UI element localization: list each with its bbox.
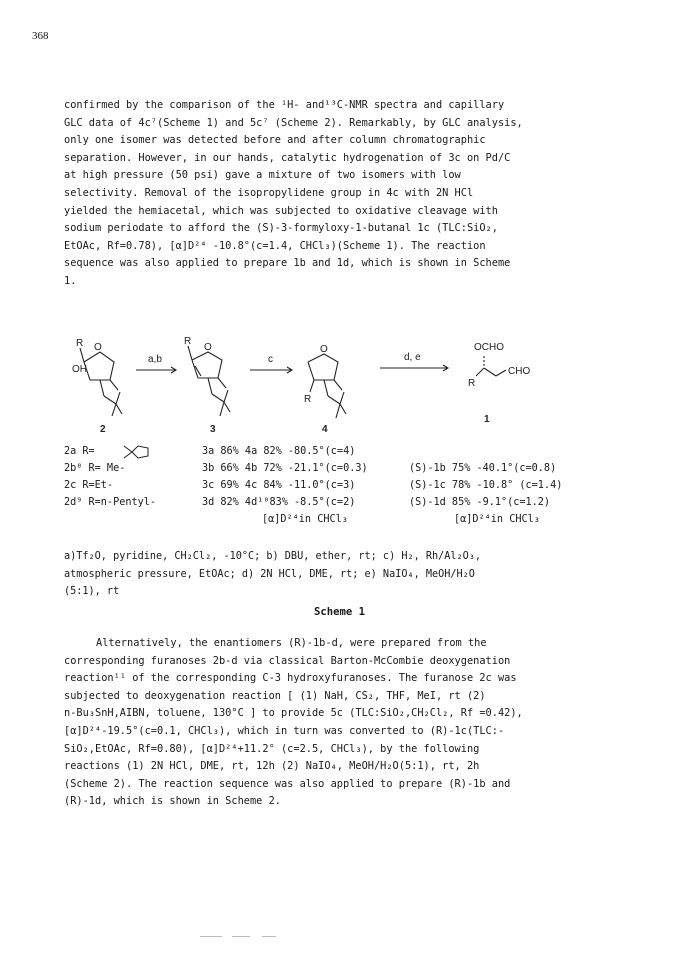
rotation-note: [α]D²⁴in CHCl₃ — [454, 514, 540, 525]
arrow-ab — [136, 354, 176, 373]
arrow-c — [250, 354, 292, 373]
text-line: at high pressure (50 psi) gave a mixture of two isomers with low — [64, 169, 461, 182]
text-line: (5:1), rt — [64, 586, 120, 598]
text-line: separation. However, in our hands, catalytic hydrogenation of 3c on Pd/C — [64, 151, 511, 164]
table-cell: 3a 86% 4a 82% -80.5°(c=4) — [202, 446, 356, 457]
text-line: n-Bu₃SnH,AIBN, toluene, 130°C ] to provide 5c (TLC:SiO₂,CH₂Cl₂, Rf =0.42), — [64, 707, 523, 720]
atom-o: O — [320, 344, 328, 355]
text-line: confirmed by the comparison of the ¹H- and¹³C-NMR spectra and capillary — [64, 99, 505, 111]
table-cell: (S)-1d 85% -9.1°(c=1.2) — [409, 497, 551, 508]
table-cell: (S)-1b 75% -40.1°(c=0.8) — [409, 463, 557, 474]
table-cell: 3d 82% 4d¹⁰83% -8.5°(c=2) — [202, 497, 356, 508]
text-line: subjected to deoxygenation reaction [ (1) NaH, CS₂, THF, MeI, rt (2) — [64, 689, 486, 702]
text-line: atmospheric pressure, EtOAc; d) 2N HCl, DME, rt; e) NaIO₄, MeOH/H₂O — [64, 568, 475, 580]
table-cell: 2b⁸ R= Me- — [64, 463, 126, 474]
text-line: sequence was also applied to prepare 1b and 1d, which is shown in Scheme — [64, 257, 511, 270]
compound-label-3: 3 — [210, 424, 216, 435]
scan-artifact — [232, 936, 250, 937]
isopropylidene-ring-icon — [122, 442, 156, 460]
atom-r: R — [468, 378, 476, 389]
text-line: 1. — [64, 274, 77, 287]
paragraph-1 — [64, 97, 617, 291]
scheme-caption: Scheme 1 — [313, 606, 366, 618]
atom-o: O — [204, 342, 212, 353]
atom-o: O — [94, 342, 102, 353]
paragraph-2 — [64, 635, 617, 811]
atom-ocho: OCHO — [474, 342, 504, 353]
scan-artifact — [200, 936, 222, 937]
table-cell: 2d⁹ R=n-Pentyl- — [64, 497, 157, 508]
text-line: only one isomer was detected before and after column chromatographic — [64, 134, 486, 147]
compound-label-2: 2 — [100, 424, 106, 435]
text-line: [α]D²⁴-19.5°(c=0.1, CHCl₃), which in turn was converted to (R)-1c(TLC:- — [64, 724, 505, 737]
atom-oh: OH — [72, 364, 87, 375]
page-number: 368 — [32, 30, 49, 42]
text-line: GLC data of 4c⁷(Scheme 1) and 5c⁷ (Scheme 2). Remarkably, by GLC analysis, — [64, 116, 523, 129]
step-label-c: c — [268, 354, 273, 365]
atom-r: R — [184, 336, 192, 347]
structure-1 — [468, 342, 530, 425]
compound-label-1: 1 — [484, 414, 490, 425]
compound-label-4: 4 — [322, 424, 328, 435]
text-line: SiO₂,EtOAc, Rf=0.80), [α]D²⁴+11.2° (c=2.5, CHCl₃), by the following — [64, 742, 480, 755]
table-cell: 2c R=Et- — [64, 480, 114, 491]
text-line: (R)-1d, which is shown in Scheme 2. — [64, 795, 281, 808]
text-line: sodium periodate to afford the (S)-3-formyloxy-1-butanal 1c (TLC:SiO₂, — [64, 222, 498, 235]
text-line: Alternatively, the enantiomers (R)-1b-d, were prepared from the — [96, 637, 487, 649]
reaction-scheme — [64, 332, 624, 442]
rotation-note: [α]D²⁴in CHCl₃ — [262, 514, 348, 525]
table-cell: 3b 66% 4b 72% -21.1°(c=0.3) — [202, 463, 368, 474]
structure-4 — [304, 344, 346, 435]
text-line: (Scheme 2). The reaction sequence was also applied to prepare (R)-1b and — [64, 777, 511, 790]
text-line: a)Tf₂O, pyridine, CH₂Cl₂, -10°C; b) DBU, ether, rt; c) H₂, Rh/Al₂O₃, — [64, 551, 482, 562]
table-cell: (S)-1c 78% -10.8° (c=1.4) — [409, 480, 563, 491]
step-label-de: d, e — [404, 352, 421, 363]
arrow-de — [380, 352, 448, 371]
reaction-conditions — [64, 548, 617, 601]
atom-r: R — [76, 338, 84, 349]
text-line: reactions (1) 2N HCl, DME, rt, 12h (2) NaIO₄, MeOH/H₂O(5:1), rt, 2h — [64, 760, 480, 773]
table-cell: 3c 69% 4c 84% -11.0°(c=3) — [202, 480, 356, 491]
step-label-ab: a,b — [148, 354, 162, 365]
text-line: EtOAc, Rf=0.78), [α]D²⁴ -10.8°(c=1.4, CHCl₃)(Scheme 1). The reaction — [64, 239, 486, 252]
table-cell: 2a R= — [64, 446, 95, 457]
scan-artifact — [262, 936, 276, 937]
text-line: yielded the hemiacetal, which was subjected to oxidative cleavage with — [64, 204, 498, 217]
text-line: corresponding furanoses 2b-d via classical Barton-McCombie deoxygenation — [64, 654, 511, 667]
structure-3 — [184, 336, 230, 435]
atom-cho: CHO — [508, 366, 531, 377]
atom-r: R — [304, 394, 312, 405]
text-line: reaction¹¹ of the corresponding C-3 hydroxyfuranoses. The furanose 2c was — [64, 672, 517, 685]
text-line: selectivity. Removal of the isopropylidene group in 4c with 2N HCl — [64, 186, 474, 199]
structure-2 — [72, 338, 122, 435]
